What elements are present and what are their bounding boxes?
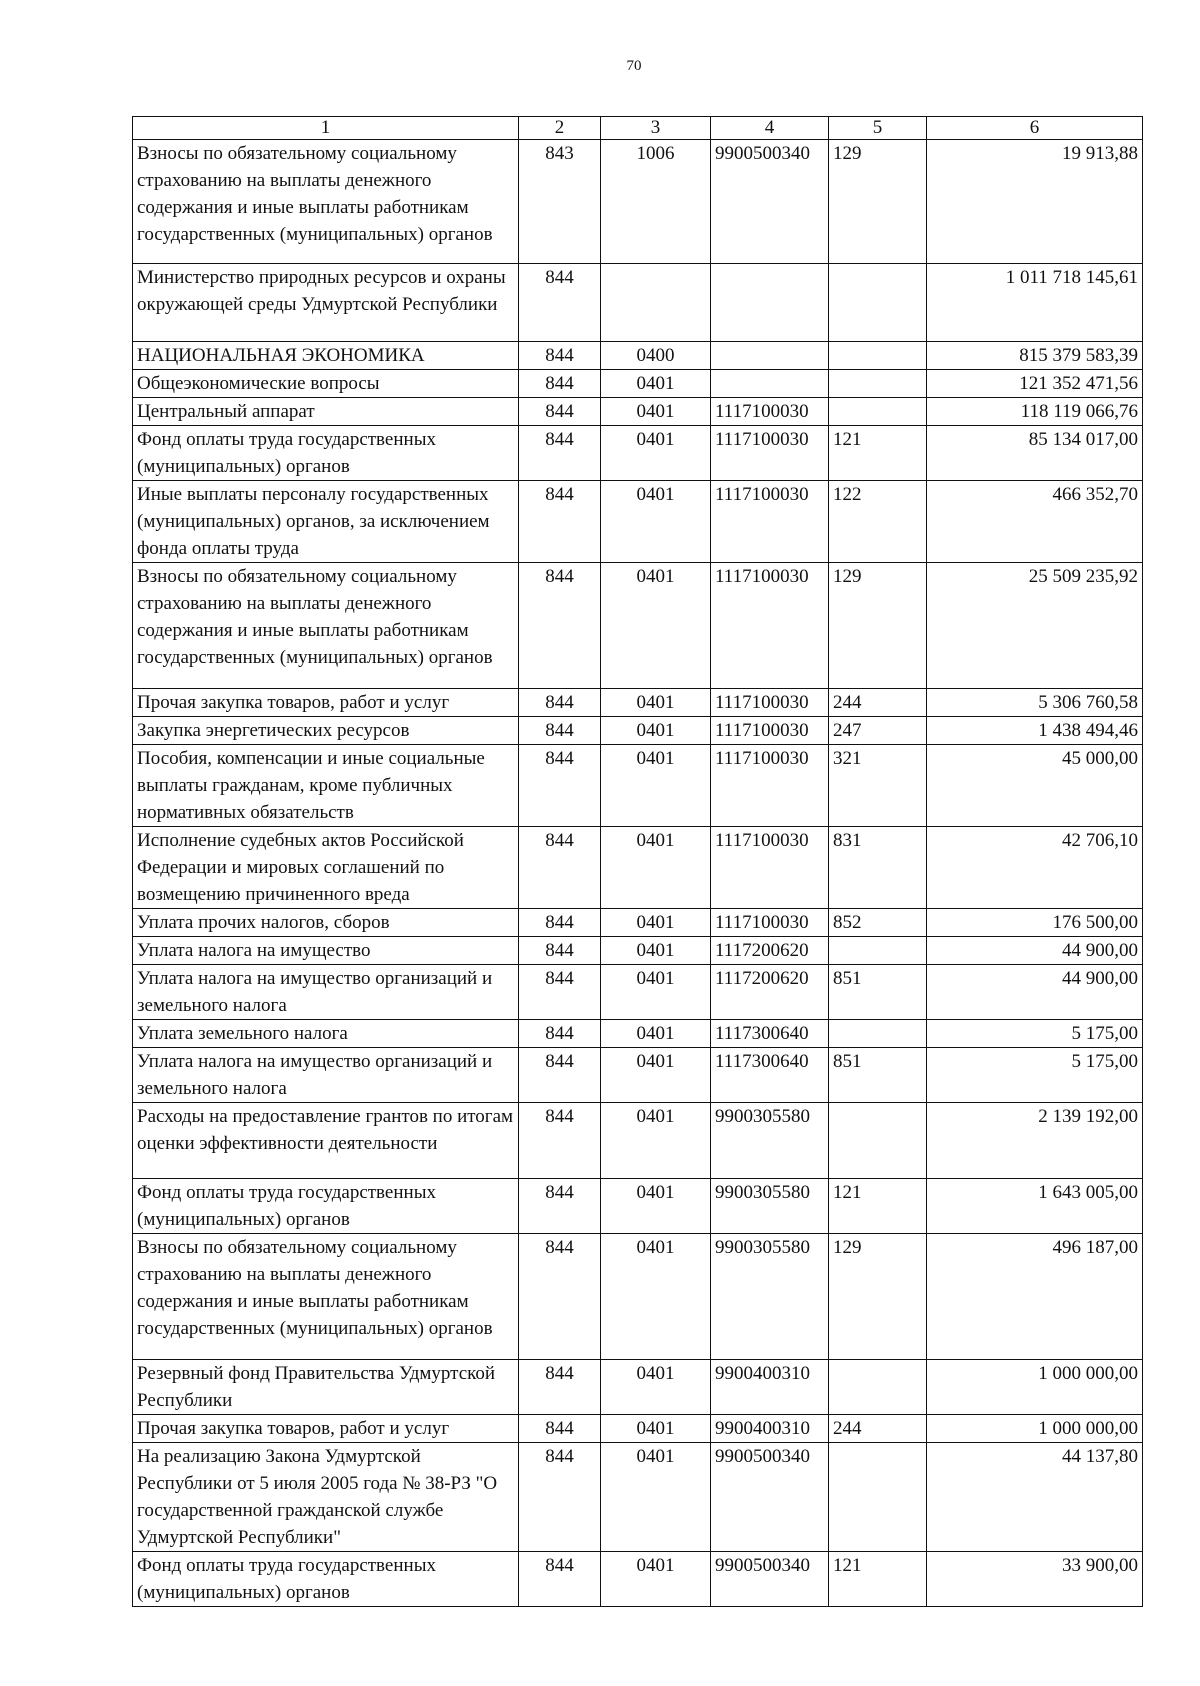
admin-code-cell: 844: [519, 965, 601, 1020]
admin-code-cell: 844: [519, 717, 601, 745]
row-name-cell: Взносы по обязательному социальному страхованию на выплаты денежного содержания и иные выплаты работникам государственных (муниципальных) органов: [133, 563, 519, 689]
admin-code-cell: 844: [519, 937, 601, 965]
target-code-cell: 9900305580: [711, 1179, 829, 1234]
amount-cell: 1 438 494,46: [927, 717, 1143, 745]
table-row: [133, 1360, 1143, 1415]
section-code-cell: 0401: [601, 481, 711, 563]
amount-cell: 121 352 471,56: [927, 370, 1143, 398]
table-row: [133, 1234, 1143, 1360]
expense-type-cell: [829, 1360, 927, 1415]
amount-cell: 466 352,70: [927, 481, 1143, 563]
admin-code-cell: 844: [519, 909, 601, 937]
section-code-cell: 0401: [601, 909, 711, 937]
amount-cell: 5 175,00: [927, 1048, 1143, 1103]
row-name-cell: Пособия, компенсации и иные социальные выплаты гражданам, кроме публичных нормативных обязательств: [133, 745, 519, 827]
row-name-cell: Исполнение судебных актов Российской Федерации и мировых соглашений по возмещению причиненного вреда: [133, 827, 519, 909]
expense-type-cell: [829, 1443, 927, 1552]
row-name-cell: Прочая закупка товаров, работ и услуг: [133, 689, 519, 717]
amount-cell: 1 000 000,00: [927, 1415, 1143, 1443]
amount-cell: 19 913,88: [927, 140, 1143, 264]
target-code-cell: 9900305580: [711, 1234, 829, 1360]
target-code-cell: 9900500340: [711, 1552, 829, 1607]
admin-code-cell: 844: [519, 689, 601, 717]
expense-type-cell: 244: [829, 689, 927, 717]
table-row: [133, 342, 1143, 370]
amount-cell: 1 643 005,00: [927, 1179, 1143, 1234]
row-name-cell: Уплата налога на имущество организаций и земельного налога: [133, 1048, 519, 1103]
column-header: 6: [927, 117, 1143, 140]
expense-type-cell: [829, 1020, 927, 1048]
admin-code-cell: 844: [519, 1103, 601, 1179]
admin-code-cell: 844: [519, 563, 601, 689]
target-code-cell: 9900400310: [711, 1360, 829, 1415]
section-code-cell: 0401: [601, 370, 711, 398]
target-code-cell: 1117100030: [711, 745, 829, 827]
row-name-cell: На реализацию Закона Удмуртской Республики от 5 июля 2005 года № 38-РЗ "О государственной гражданской службе Удмуртской Республики": [133, 1443, 519, 1552]
expense-type-cell: 247: [829, 717, 927, 745]
amount-cell: 25 509 235,92: [927, 563, 1143, 689]
section-code-cell: 0401: [601, 426, 711, 481]
row-name-cell: Уплата налога на имущество организаций и земельного налога: [133, 965, 519, 1020]
expense-type-cell: [829, 398, 927, 426]
target-code-cell: 9900500340: [711, 140, 829, 264]
row-name-cell: Иные выплаты персоналу государственных (муниципальных) органов, за исключением фонда оплаты труда: [133, 481, 519, 563]
table-row: [133, 689, 1143, 717]
section-code-cell: 0401: [601, 1552, 711, 1607]
table-row: [133, 140, 1143, 264]
table-row: [133, 1048, 1143, 1103]
target-code-cell: [711, 264, 829, 342]
expense-type-cell: [829, 370, 927, 398]
row-name-cell: Общеэкономические вопросы: [133, 370, 519, 398]
admin-code-cell: 844: [519, 1234, 601, 1360]
expense-type-cell: 121: [829, 1179, 927, 1234]
section-code-cell: 0401: [601, 965, 711, 1020]
row-name-cell: Центральный аппарат: [133, 398, 519, 426]
column-header: 2: [519, 117, 601, 140]
table-row: [133, 370, 1143, 398]
section-code-cell: 0401: [601, 1234, 711, 1360]
column-header: 1: [133, 117, 519, 140]
table-row: [133, 745, 1143, 827]
row-name-cell: Фонд оплаты труда государственных (муниципальных) органов: [133, 1552, 519, 1607]
target-code-cell: 1117300640: [711, 1048, 829, 1103]
expense-type-cell: 122: [829, 481, 927, 563]
expense-type-cell: 129: [829, 140, 927, 264]
table-row: [133, 426, 1143, 481]
row-name-cell: Фонд оплаты труда государственных (муниципальных) органов: [133, 426, 519, 481]
table-row: [133, 1443, 1143, 1552]
row-name-cell: Резервный фонд Правительства Удмуртской Республики: [133, 1360, 519, 1415]
table-row: [133, 1415, 1143, 1443]
target-code-cell: 9900500340: [711, 1443, 829, 1552]
table-row: [133, 264, 1143, 342]
table-row: [133, 1179, 1143, 1234]
amount-cell: 33 900,00: [927, 1552, 1143, 1607]
admin-code-cell: 844: [519, 481, 601, 563]
table-row: [133, 827, 1143, 909]
row-name-cell: Прочая закупка товаров, работ и услуг: [133, 1415, 519, 1443]
section-code-cell: 0401: [601, 1048, 711, 1103]
expense-type-cell: 851: [829, 1048, 927, 1103]
target-code-cell: 1117200620: [711, 965, 829, 1020]
section-code-cell: 1006: [601, 140, 711, 264]
target-code-cell: 1117100030: [711, 717, 829, 745]
amount-cell: 42 706,10: [927, 827, 1143, 909]
target-code-cell: 1117200620: [711, 937, 829, 965]
amount-cell: 815 379 583,39: [927, 342, 1143, 370]
row-name-cell: Закупка энергетических ресурсов: [133, 717, 519, 745]
section-code-cell: 0401: [601, 1415, 711, 1443]
admin-code-cell: 844: [519, 398, 601, 426]
row-name-cell: Министерство природных ресурсов и охраны окружающей среды Удмуртской Республики: [133, 264, 519, 342]
target-code-cell: 1117100030: [711, 827, 829, 909]
admin-code-cell: 844: [519, 1415, 601, 1443]
expense-type-cell: 121: [829, 426, 927, 481]
expense-type-cell: 851: [829, 965, 927, 1020]
section-code-cell: 0401: [601, 398, 711, 426]
table-row: [133, 717, 1143, 745]
amount-cell: 45 000,00: [927, 745, 1143, 827]
expense-type-cell: 129: [829, 1234, 927, 1360]
expense-type-cell: 852: [829, 909, 927, 937]
section-code-cell: 0401: [601, 827, 711, 909]
target-code-cell: 9900305580: [711, 1103, 829, 1179]
table-header-row: [133, 117, 1143, 140]
column-header: 4: [711, 117, 829, 140]
admin-code-cell: 844: [519, 1443, 601, 1552]
section-code-cell: 0401: [601, 1020, 711, 1048]
row-name-cell: Расходы на предоставление грантов по итогам оценки эффективности деятельности: [133, 1103, 519, 1179]
table-row: [133, 481, 1143, 563]
admin-code-cell: 844: [519, 1179, 601, 1234]
section-code-cell: 0401: [601, 1179, 711, 1234]
expense-type-cell: [829, 937, 927, 965]
amount-cell: 44 900,00: [927, 937, 1143, 965]
admin-code-cell: 844: [519, 1552, 601, 1607]
target-code-cell: 1117300640: [711, 1020, 829, 1048]
row-name-cell: Уплата земельного налога: [133, 1020, 519, 1048]
admin-code-cell: 844: [519, 1360, 601, 1415]
admin-code-cell: 844: [519, 342, 601, 370]
expense-type-cell: 244: [829, 1415, 927, 1443]
target-code-cell: [711, 370, 829, 398]
section-code-cell: 0401: [601, 745, 711, 827]
admin-code-cell: 844: [519, 1020, 601, 1048]
admin-code-cell: 844: [519, 745, 601, 827]
table-row: [133, 1020, 1143, 1048]
row-name-cell: Фонд оплаты труда государственных (муниципальных) органов: [133, 1179, 519, 1234]
admin-code-cell: 844: [519, 1048, 601, 1103]
section-code-cell: [601, 264, 711, 342]
admin-code-cell: 844: [519, 370, 601, 398]
table-row: [133, 1552, 1143, 1607]
target-code-cell: 1117100030: [711, 426, 829, 481]
row-name-cell: Взносы по обязательному социальному страхованию на выплаты денежного содержания и иные выплаты работникам государственных (муниципальных) органов: [133, 140, 519, 264]
target-code-cell: 9900400310: [711, 1415, 829, 1443]
target-code-cell: 1117100030: [711, 689, 829, 717]
admin-code-cell: 843: [519, 140, 601, 264]
section-code-cell: 0401: [601, 1360, 711, 1415]
expense-type-cell: [829, 1103, 927, 1179]
amount-cell: 496 187,00: [927, 1234, 1143, 1360]
section-code-cell: 0401: [601, 563, 711, 689]
expense-type-cell: [829, 342, 927, 370]
admin-code-cell: 844: [519, 264, 601, 342]
table-row: [133, 1103, 1143, 1179]
section-code-cell: 0401: [601, 717, 711, 745]
expense-type-cell: 121: [829, 1552, 927, 1607]
table-row: [133, 398, 1143, 426]
section-code-cell: 0400: [601, 342, 711, 370]
expense-type-cell: [829, 264, 927, 342]
expense-type-cell: 321: [829, 745, 927, 827]
section-code-cell: 0401: [601, 689, 711, 717]
amount-cell: 85 134 017,00: [927, 426, 1143, 481]
table-row: [133, 563, 1143, 689]
amount-cell: 44 900,00: [927, 965, 1143, 1020]
table-row: [133, 965, 1143, 1020]
row-name-cell: НАЦИОНАЛЬНАЯ ЭКОНОМИКА: [133, 342, 519, 370]
amount-cell: 5 175,00: [927, 1020, 1143, 1048]
table-row: [133, 937, 1143, 965]
expense-type-cell: 831: [829, 827, 927, 909]
amount-cell: 1 011 718 145,61: [927, 264, 1143, 342]
section-code-cell: 0401: [601, 1103, 711, 1179]
row-name-cell: Взносы по обязательному социальному страхованию на выплаты денежного содержания и иные выплаты работникам государственных (муниципальных) органов: [133, 1234, 519, 1360]
target-code-cell: 1117100030: [711, 481, 829, 563]
target-code-cell: 1117100030: [711, 909, 829, 937]
amount-cell: 118 119 066,76: [927, 398, 1143, 426]
admin-code-cell: 844: [519, 426, 601, 481]
amount-cell: 176 500,00: [927, 909, 1143, 937]
expense-type-cell: 129: [829, 563, 927, 689]
target-code-cell: 1117100030: [711, 398, 829, 426]
column-header: 5: [829, 117, 927, 140]
column-header: 3: [601, 117, 711, 140]
amount-cell: 5 306 760,58: [927, 689, 1143, 717]
amount-cell: 1 000 000,00: [927, 1360, 1143, 1415]
row-name-cell: Уплата прочих налогов, сборов: [133, 909, 519, 937]
row-name-cell: Уплата налога на имущество: [133, 937, 519, 965]
target-code-cell: [711, 342, 829, 370]
page-number: 70: [626, 58, 642, 74]
budget-table: [132, 116, 1143, 1607]
section-code-cell: 0401: [601, 1443, 711, 1552]
admin-code-cell: 844: [519, 827, 601, 909]
amount-cell: 44 137,80: [927, 1443, 1143, 1552]
table-row: [133, 909, 1143, 937]
target-code-cell: 1117100030: [711, 563, 829, 689]
amount-cell: 2 139 192,00: [927, 1103, 1143, 1179]
table-body: [133, 140, 1143, 1607]
section-code-cell: 0401: [601, 937, 711, 965]
